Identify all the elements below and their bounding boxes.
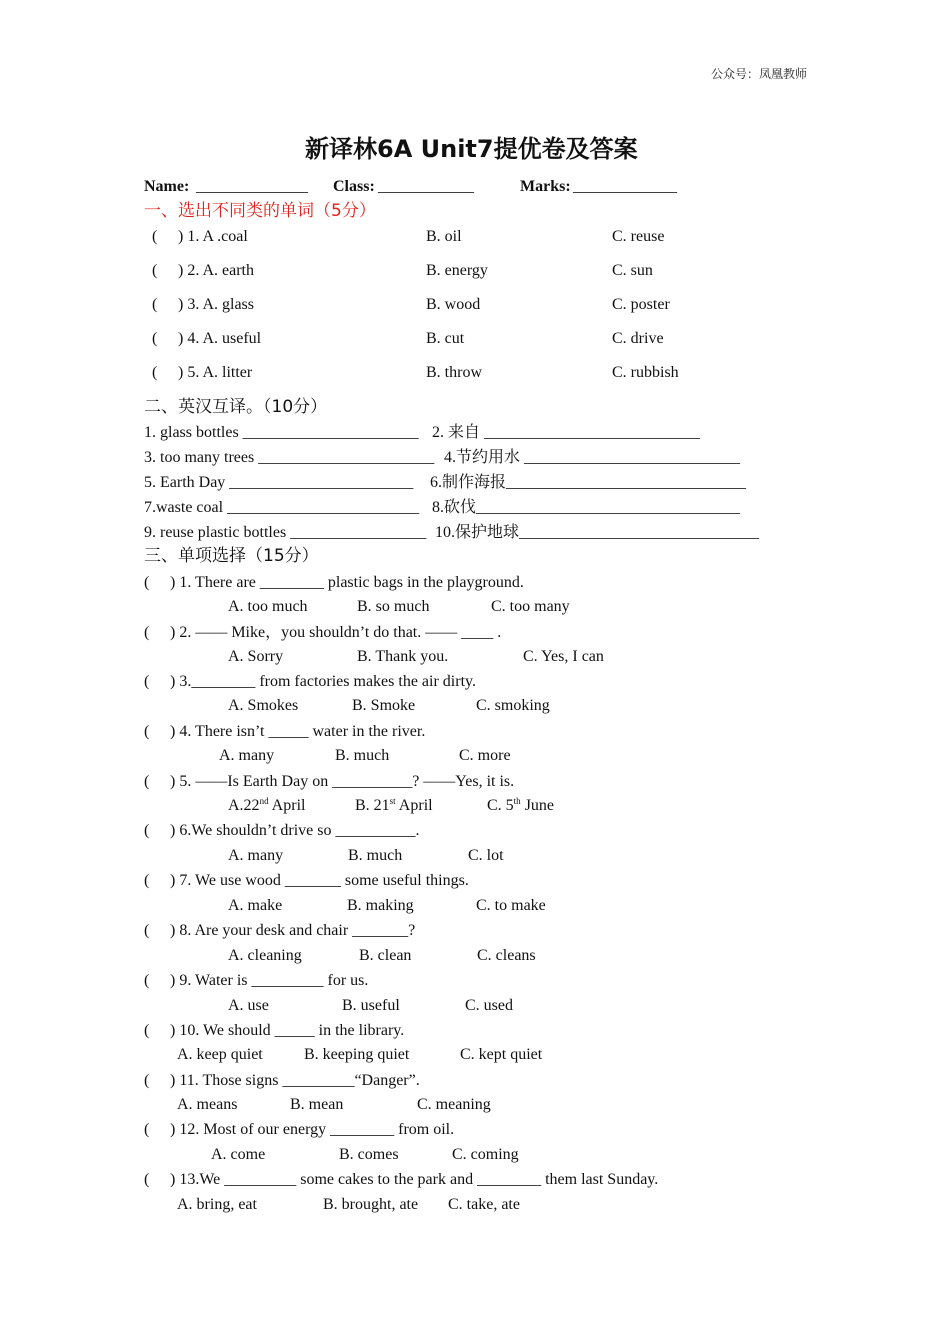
q-option-c: C. lot <box>468 847 504 864</box>
header-note: 公众号：凤凰教师 <box>711 67 808 81</box>
q-stem: ) 1. There are ________ plastic bags in the playground. <box>170 574 524 591</box>
q-paren: ( <box>144 773 150 790</box>
s2-right: 2. 来自 ___________________________ <box>432 424 701 441</box>
q-paren: ( <box>144 1121 150 1138</box>
s2-left: 3. too many trees ______________________ <box>144 449 435 466</box>
q-option-c-text: C. 5 <box>487 797 514 814</box>
q-option-b: B. much <box>348 847 403 864</box>
marks-label: Marks: <box>520 178 571 195</box>
q-option-a <box>228 796 305 816</box>
s2-right: 6.制作海报______________________________ <box>430 474 747 491</box>
q-paren: ( <box>144 872 150 889</box>
section3-heading: 三、单项选择（15分） <box>144 546 319 566</box>
s2-left: 1. glass bottles ______________________ <box>144 424 419 441</box>
q-option-b: B. Smoke <box>352 697 416 714</box>
class-label: Class: <box>333 178 375 195</box>
q-option-b-text: B. 21 <box>355 797 390 814</box>
s1-paren: ( <box>152 262 158 279</box>
q-option-c: C. more <box>459 747 511 764</box>
q-stem: ) 9. Water is _________ for us. <box>170 972 369 989</box>
q-paren: ( <box>144 922 150 939</box>
s1-item-c: C. poster <box>612 296 670 313</box>
s1-item-b: B. oil <box>426 228 462 245</box>
q-paren: ( <box>144 673 150 690</box>
q-paren: ( <box>144 1022 150 1039</box>
q-option-b: B. much <box>335 747 390 764</box>
q-option-b: B. so much <box>357 598 430 615</box>
q-option-a: A. cleaning <box>228 947 302 964</box>
q-option-c: C. too many <box>491 598 570 615</box>
q-stem: ) 11. Those signs _________“Danger”. <box>170 1072 420 1089</box>
s1-item-b: B. cut <box>426 330 465 347</box>
q-option-a: A. keep quiet <box>177 1046 263 1063</box>
q-option-c: C. kept quiet <box>460 1046 543 1063</box>
q-stem: ) 6.We shouldn’t drive so __________. <box>170 822 420 839</box>
q-paren: ( <box>144 1072 150 1089</box>
name-blank: ______________ <box>196 178 308 195</box>
s1-paren: ( <box>152 228 158 245</box>
q-option-c-sup: th <box>513 796 521 806</box>
s1-item-a: ) 2. A. earth <box>178 262 254 279</box>
q-option-c: C. take, ate <box>448 1196 520 1213</box>
s2-right: 10.保护地球______________________________ <box>435 524 760 541</box>
q-option-c: C. meaning <box>417 1096 491 1113</box>
q-option-a: A. Sorry <box>228 648 284 665</box>
q-option-b <box>355 796 433 816</box>
q-paren: ( <box>144 822 150 839</box>
q-option-a: A. bring, eat <box>177 1196 257 1213</box>
q-option-a-text: A.22 <box>228 797 260 814</box>
q-stem: ) 2. —— Mike，you shouldn’t do that. —— ____ . <box>170 624 502 641</box>
q-option-b: B. useful <box>342 997 400 1014</box>
s1-item-a: ) 5. A. litter <box>178 364 253 381</box>
s1-item-a: ) 1. A .coal <box>178 228 248 245</box>
marks-blank: _____________ <box>573 178 677 195</box>
s2-left: 5. Earth Day _______________________ <box>144 474 414 491</box>
q-option-a: A. means <box>177 1096 238 1113</box>
q-paren: ( <box>144 723 150 740</box>
page-title: 新译林6A Unit7提优卷及答案 <box>305 135 638 163</box>
s2-right: 8.砍伐_________________________________ <box>432 499 741 516</box>
s1-item-c: C. drive <box>612 330 664 347</box>
q-option-a: A. too much <box>228 598 308 615</box>
q-option-c: C. to make <box>476 897 546 914</box>
s2-right: 4.节约用水 ___________________________ <box>444 449 741 466</box>
q-option-b-month: April <box>395 797 433 814</box>
q-stem: ) 12. Most of our energy ________ from oil. <box>170 1121 455 1138</box>
q-stem: ) 8. Are your desk and chair _______? <box>170 922 416 939</box>
q-option-a-sup: nd <box>259 796 269 806</box>
q-paren: ( <box>144 624 150 641</box>
q-option-c: C. coming <box>452 1146 519 1163</box>
q-option-b: B. comes <box>339 1146 399 1163</box>
q-option-b: B. keeping quiet <box>304 1046 410 1063</box>
q-stem: ) 5. ——Is Earth Day on __________? ——Yes, it is. <box>170 773 515 790</box>
q-option-b: B. Thank you. <box>357 648 449 665</box>
q-option-c <box>487 796 554 816</box>
s2-left: 7.waste coal ________________________ <box>144 499 420 516</box>
q-option-c: C. used <box>465 997 513 1014</box>
q-option-a: A. many <box>228 847 284 864</box>
s1-paren: ( <box>152 330 158 347</box>
q-option-b: B. clean <box>359 947 412 964</box>
s1-item-a: ) 3. A. glass <box>178 296 254 313</box>
q-option-c: C. smoking <box>476 697 550 714</box>
s1-item-a: ) 4. A. useful <box>178 330 262 347</box>
q-paren: ( <box>144 972 150 989</box>
s1-paren: ( <box>152 296 158 313</box>
s1-paren: ( <box>152 364 158 381</box>
q-stem: ) 3.________ from factories makes the air dirty. <box>170 673 476 690</box>
s1-item-b: B. energy <box>426 262 488 279</box>
q-option-a: A. many <box>219 747 275 764</box>
q-stem: ) 7. We use wood _______ some useful things. <box>170 872 469 889</box>
q-option-c: C. cleans <box>477 947 536 964</box>
q-option-a: A. come <box>211 1146 266 1163</box>
q-stem: ) 4. There isn’t _____ water in the river. <box>170 723 426 740</box>
s1-item-b: B. wood <box>426 296 481 313</box>
q-option-b: B. making <box>347 897 414 914</box>
s1-item-c: C. reuse <box>612 228 665 245</box>
q-option-b: B. brought, ate <box>323 1196 419 1213</box>
s2-left: 9. reuse plastic bottles _________________ <box>144 524 427 541</box>
q-option-a: A. use <box>228 997 269 1014</box>
class-blank: ____________ <box>378 178 474 195</box>
q-option-a: A. make <box>228 897 283 914</box>
q-option-b-sup: st <box>389 796 396 806</box>
section2-heading: 二、英汉互译。（10分） <box>144 397 328 417</box>
s1-item-c: C. rubbish <box>612 364 679 381</box>
q-paren: ( <box>144 1171 150 1188</box>
q-option-a-month: April <box>268 797 306 814</box>
q-stem: ) 10. We should _____ in the library. <box>170 1022 405 1039</box>
section1-heading: 一、选出不同类的单词（5分） <box>144 201 376 221</box>
name-label: Name: <box>144 178 190 195</box>
q-option-c: C. Yes, I can <box>523 648 604 665</box>
q-option-b: B. mean <box>290 1096 344 1113</box>
q-paren: ( <box>144 574 150 591</box>
q-stem: ) 13.We _________ some cakes to the park and ________ them last Sunday. <box>170 1171 659 1188</box>
q-option-c-month: June <box>520 797 555 814</box>
q-option-a: A. Smokes <box>228 697 299 714</box>
s1-item-b: B. throw <box>426 364 482 381</box>
s1-item-c: C. sun <box>612 262 653 279</box>
